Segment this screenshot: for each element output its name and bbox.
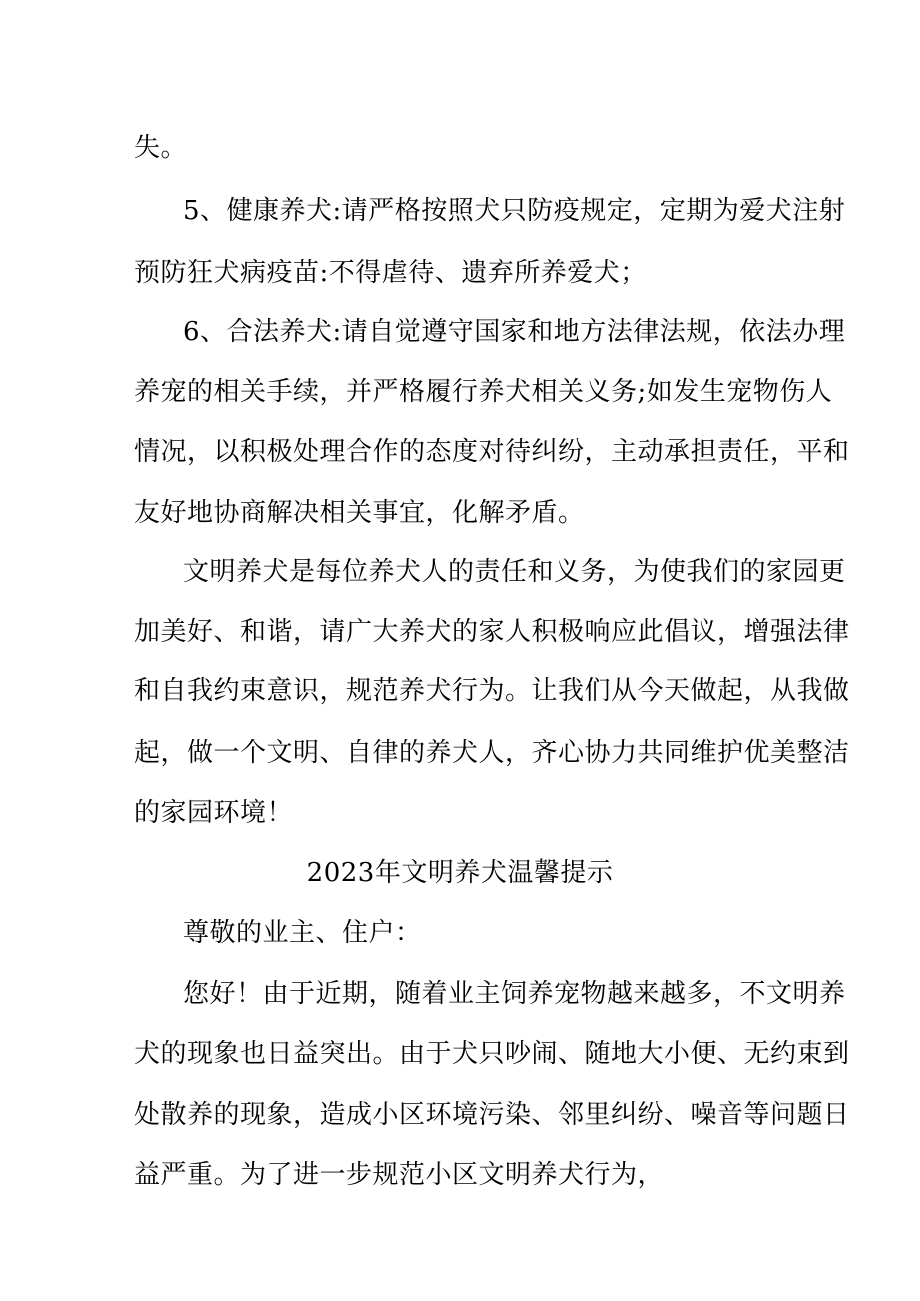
text-line: 养宠的相关手续，并严格履行养犬相关义务;如发生宠物伤人 — [134, 377, 833, 407]
text-line: 预防狂犬病疫苗:不得虐待、遗弃所养爱犬； — [134, 258, 647, 288]
text-line: 情况，以积极处理合作的态度对待纠纷，主动承担责任，平和 — [134, 437, 850, 467]
text-line: 5、健康养犬:请严格按照犬只防疫规定，定期为爱犬注射 — [183, 196, 846, 226]
text-line: 犬的现象也日益突出。由于犬只吵闹、随地大小便、无约束到 — [134, 1039, 850, 1069]
text-line: 友好地协商解决相关事宜，化解矛盾。 — [134, 498, 585, 528]
text-line: 处散养的现象，造成小区环境污染、邻里纠纷、噪音等问题日 — [134, 1100, 850, 1130]
text-line: 起，做一个文明、自律的养犬人，齐心协力共同维护优美整洁 — [134, 738, 850, 768]
text-line: 的家园环境！ — [134, 798, 294, 828]
salutation: 尊敬的业主、住户： — [183, 918, 422, 948]
text-line: 文明养犬是每位养犬人的责任和义务，为使我们的家园更 — [183, 557, 846, 587]
text-line: 6、合法养犬:请自觉遵守国家和地方法律法规，依法办理 — [183, 317, 846, 347]
text-line: 和自我约束意识，规范养犬行为。让我们从今天做起，从我做 — [134, 676, 850, 706]
text-line: 您好！由于近期，随着业主饲养宠物越来越多，不文明养 — [183, 979, 846, 1009]
text-line: 失。 — [134, 133, 188, 163]
section-title: 2023年文明养犬温馨提示 — [306, 858, 614, 888]
text-line: 益严重。为了进一步规范小区文明养犬行为， — [134, 1160, 665, 1190]
text-line: 加美好、和谐，请广大养犬的家人积极响应此倡议，增强法律 — [134, 617, 850, 647]
